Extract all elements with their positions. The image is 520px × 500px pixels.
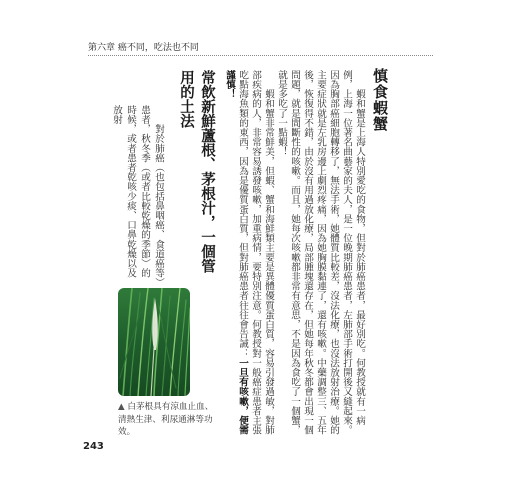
warning-text: 一旦有咳嗽，便需謹慎！ [224, 70, 248, 435]
section-title-shrimp-crab: 慎食蝦蟹 [371, 68, 389, 132]
imperata-grass-photo [118, 288, 190, 396]
paragraph-2: 蝦和蟹非常鮮美，但蝦、蟹和海鮮類主要是異體優質蛋白質，容易引發過敏，對肺部疾病的人，非常容易誘發咳嗽，加重病情，要特別注意。何教授對一般癌症患者主張吃點海魚類的東西，因為是優質蛋白質，但對肺癌患者往往會告誡： [237, 70, 274, 435]
grass-illustration [118, 288, 190, 396]
chapter-header: 第六章 癌不同，吃法也不同 [88, 43, 199, 53]
section-body-reed-root [111, 105, 165, 285]
section-body-shrimp-crab [224, 70, 366, 442]
header-divider [88, 55, 433, 56]
caption-triangle-icon: ▲ [118, 402, 125, 412]
page-number: 243 [83, 441, 104, 452]
caption-text: 白茅根具有涼血止血、清熱生津、利尿通淋等功效。 [118, 402, 214, 437]
paragraph-3: 對於肺癌（也包括鼻咽癌、食道癌等）患者，秋冬季（或者比較乾燥的季節）的時候，或者患者乾咳少痰、口鼻乾燥以及放射 [111, 105, 164, 283]
paragraph-1: 蝦和蟹是上海人特別愛吃的食物，但對於肺癌患者，最好別吃。何教授就有一病例，上海一位著名曲藝家的夫人，是一位晚期肺癌患者，左肺部手術打開後又縫起來。因為胸部癌細胞轉移了，無法手術，她體質比較差，沒法化療，也沒法放射治療。她的主要症狀就是左乳房邊上劇烈疼痛，因為她胸膜黏連了，還有咳嗽。中藥調整三、五年後，恢復得不錯，由於沒有用過放化療，局部腫塊還存在，但她每年秋冬都會出現一個問題，就是間斷性的咳嗽。而且，她每次咳嗽都非常有意思，不是因為食吃了一個蟹，就是多吃了一點蝦！ [276, 70, 365, 435]
photo-caption [118, 401, 214, 439]
section-title-reed-root: 常飲新鮮蘆根、茅根汁，一個管用的土法 [178, 70, 215, 273]
